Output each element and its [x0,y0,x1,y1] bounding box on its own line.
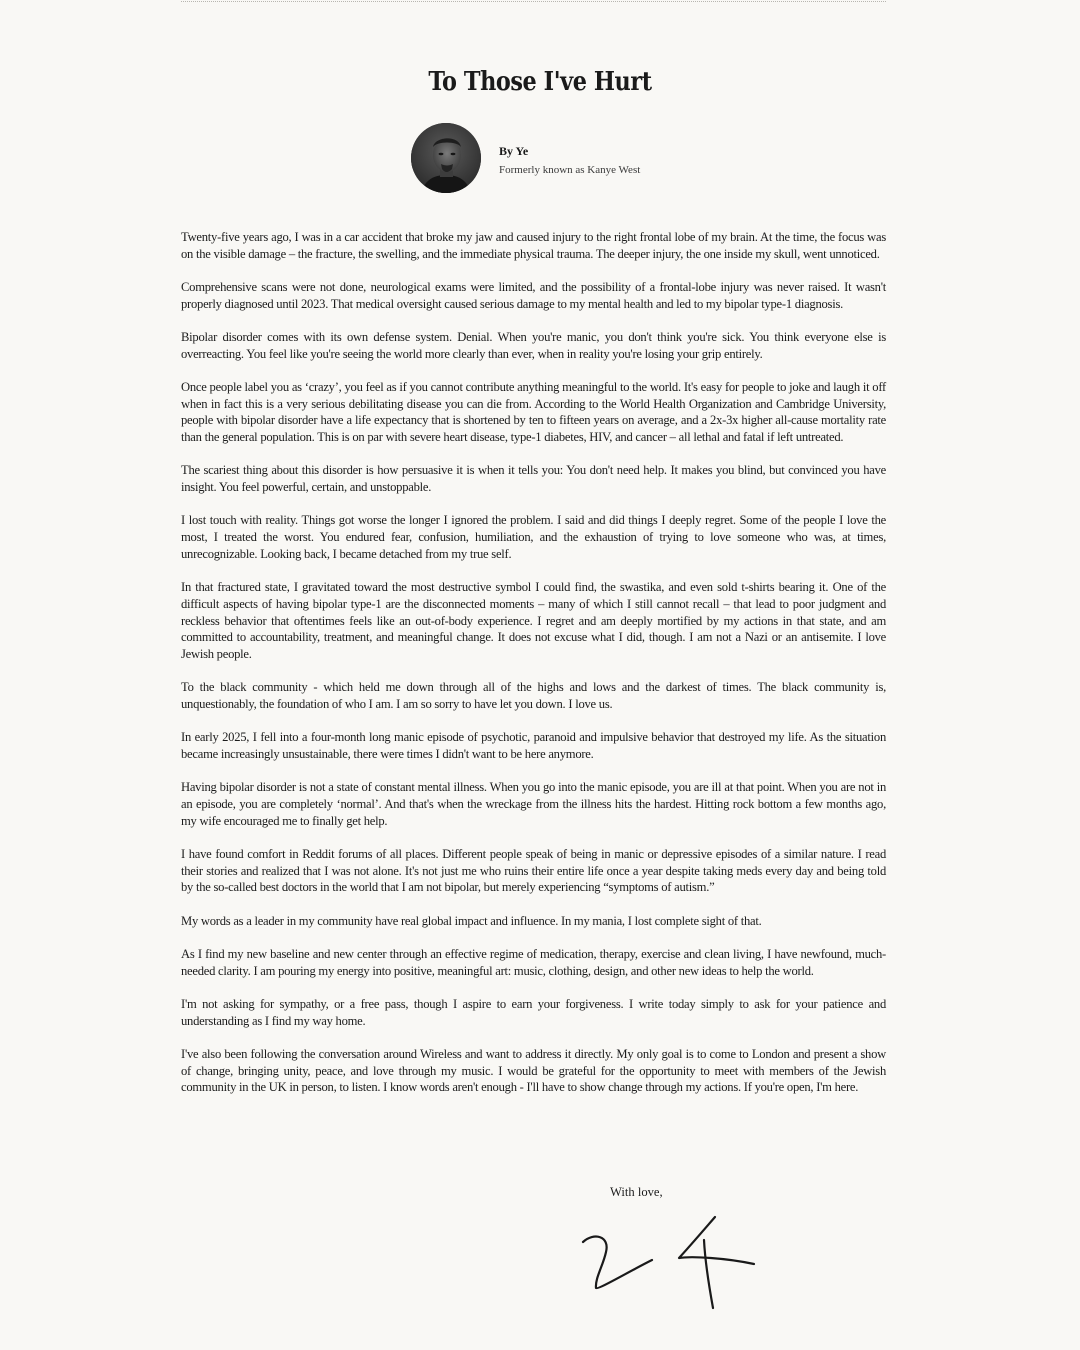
top-divider [181,1,886,2]
paragraph: Having bipolar disorder is not a state of constant mental illness. When you go into the manic episode, you are ill at that point. When you are not in an episode, you are completely ‘normal’. And that's when the wreckage from the illness hits the hardest. Hitting rock bottom a few months ago, my wife encouraged me to finally get help. [181,780,886,828]
paragraph: I have found comfort in Reddit forums of all places. Different people speak of being in manic or depressive episodes of a similar nature. I read their stories and realized that I was not alone. It's not just me who ruins their entire life once a year despite taking meds every day and being told by the so-called best doctors in the world that I am not bipolar, but merely experiencing “symptoms of autism.” [181,846,886,895]
paragraph: The scariest thing about this disorder is how persuasive it is when it tells you: You don't need help. It makes you blind, but convinced you have insight. You feel powerful, certain, and unstoppable. [181,463,886,495]
paragraph: I've also been following the conversation around Wireless and want to address it directly. My only goal is to come to London and present a show of change, bringing unity, peace, and love through my music. I would be grateful for the opportunity to meet with members of the Jewish community in the UK in person, to listen. I know words aren't enough - I'll have to show change through my actions. If you're open, I'm here. [181,1046,886,1095]
paragraph: My words as a leader in my community have real global impact and influence. In my mania, I lost complete sight of that. [181,913,762,928]
paragraph: I lost touch with reality. Things got worse the longer I ignored the problem. I said and did things I deeply regret. Some of the people I love the most, I treated the worst. You endured fear, confusion, humiliation, and the exhaustion of trying to love someone who was, at times, unrecognizable. Looking back, I became detached from my true self. [181,513,886,561]
byline [411,123,711,193]
letter-title: To Those I've Hurt [428,67,652,97]
paragraph: Once people label you as ‘crazy’, you feel as if you cannot contribute anything meaningful to the world. It's easy for people to joke and laugh it off when in fact this is a very serious debilitating disease you can die from. According to the World Health Organization and Cambridge University, people with bipolar disorder have a life expectancy that is shortened by ten to fifteen years on average, and a 2x-3x higher all-cause mortality rate than the general population. This is on par with severe heart disease, type-1 diabetes, HIV, and cancer – all lethal and fatal if left untreated. [181,380,886,445]
author-avatar [411,123,481,193]
paragraph: In early 2025, I fell into a four-month long manic episode of psychotic, paranoid and impulsive behavior that destroyed my life. As the situation became increasingly unsustainable, there were times I didn't want to be here anymore. [181,730,886,761]
signoff: With love, [610,1185,663,1199]
paragraph: In that fractured state, I gravitated toward the most destructive symbol I could find, the swastika, and even sold t-shirts bearing it. One of the difficult aspects of having bipolar type-1 are the disconnected moments – many of which I still cannot recall – that lead to poor judgment and reckless behavior that oftentimes feels like an out-of-body experience. I regret and am deeply mortified by my actions in that state, and am committed to accountability, treatment, and meaningful change. It does not excuse what I did, though. I am not a Nazi or an antisemite. I love Jewish people. [181,580,886,661]
paragraph: To the black community - which held me down through all of the highs and lows and the darkest of times. The black community is, unquestionably, the foundation of who I am. I am so sorry to have let you down. I love us. [181,680,886,711]
paragraph: I'm not asking for sympathy, or a free pass, though I aspire to earn your forgiveness. I write today simply to ask for your patience and understanding as I find my way home. [181,996,886,1028]
signature-mark [576,1210,766,1315]
paragraph: Twenty-five years ago, I was in a car accident that broke my jaw and caused injury to the right frontal lobe of my brain. At the time, the focus was on the visible damage – the fracture, the swelling, and the immediate physical trauma. The deeper injury, the one inside my skull, went unnoticed. [181,230,886,261]
author-name: By Ye [499,144,529,158]
paragraph: Comprehensive scans were not done, neurological exams were limited, and the possibility of a frontal-lobe injury was never raised. It wasn't properly diagnosed until 2023. That medical oversight caused serious damage to my mental health and led to my bipolar type-1 diagnosis. [181,280,886,311]
paragraph: Bipolar disorder comes with its own defense system. Denial. When you're manic, you don't think you're sick. You think everyone else is overreacting. You feel like you're seeing the world more clearly than ever, when in reality you're losing your grip entirely. [181,330,886,361]
letter-body [181,229,886,1113]
paragraph: As I find my new baseline and new center through an effective regime of medication, therapy, exercise and clean living, I have newfound, much-needed clarity. I am pouring my energy into positive, meaningful art: music, clothing, design, and other new ideas to help the world. [181,946,886,978]
author-formerly: Formerly known as Kanye West [499,164,641,176]
